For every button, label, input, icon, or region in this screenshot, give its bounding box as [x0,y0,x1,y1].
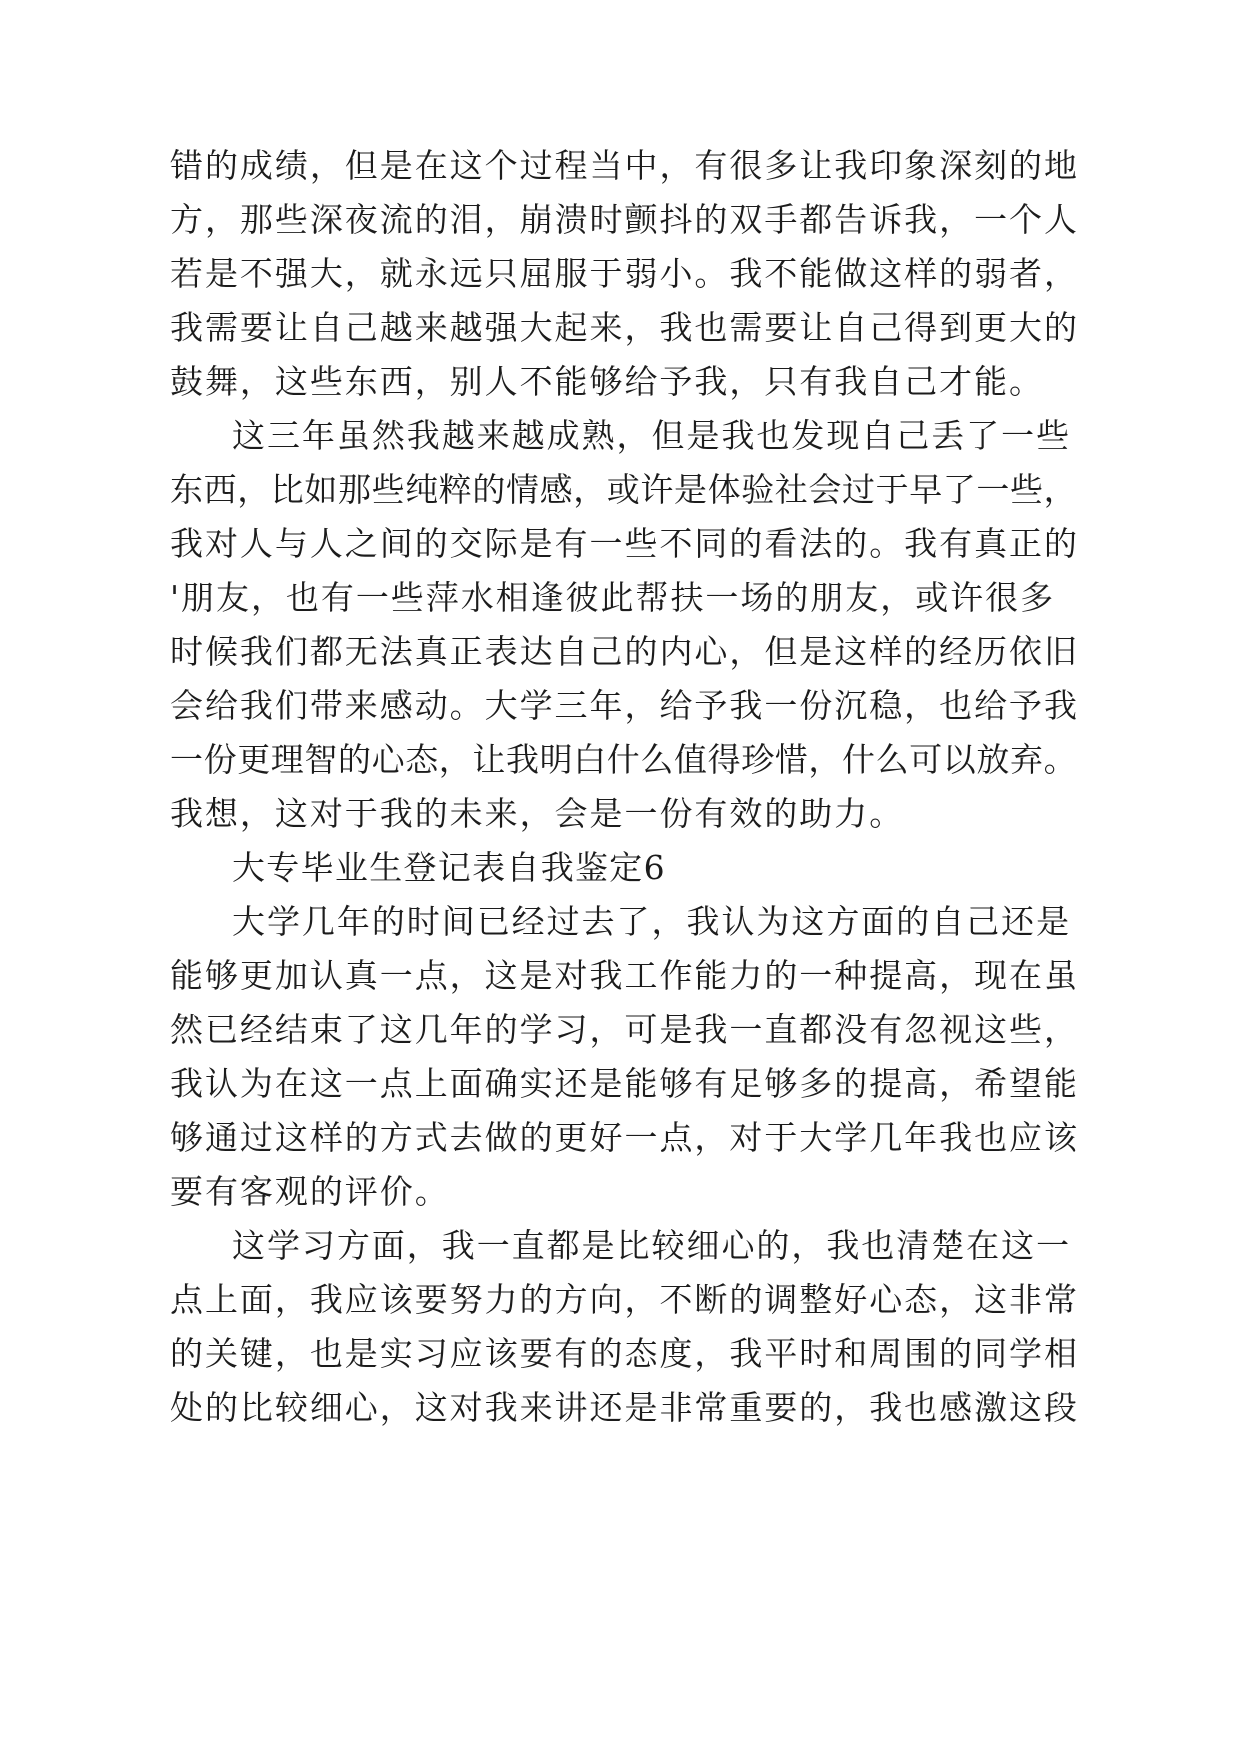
text-line [0,514,1241,574]
text-line [0,1378,1241,1438]
paragraph-first-line [0,892,1241,952]
text-line [0,730,1241,790]
text-line [0,676,1241,736]
text-line [0,190,1241,250]
text-line-content: 鼓舞，这些东西，别人不能够给予我，只有我自己才能。 [170,362,1044,401]
text-line [0,1108,1241,1168]
text-line-content: 点上面，我应该要努力的方向，不断的调整好心态，这非常 [170,1280,1079,1319]
text-line [0,460,1241,520]
paragraph-first-line [0,406,1241,466]
paragraph-first-line [0,1216,1241,1276]
text-line-content: 会给我们带来感动。大学三年，给予我一份沉稳，也给予我 [170,686,1079,725]
text-line-content: 我想，这对于我的未来，会是一份有效的助力。 [170,794,905,833]
text-line-content: '朋友，也有一些萍水相逢彼此帮扶一场的朋友，或许很多 [170,578,1056,617]
text-line-content: 能够更加认真一点，这是对我工作能力的一种提高，现在虽 [170,956,1079,995]
text-line [0,298,1241,358]
text-line [0,136,1241,196]
text-line-content: 若是不强大，就永远只屈服于弱小。我不能做这样的弱者， [170,254,1079,293]
text-line-content: 我需要让自己越来越强大起来，我也需要让自己得到更大的 [170,308,1079,347]
text-line [0,622,1241,682]
section-heading-text: 大专毕业生登记表自我鉴定6 [232,848,666,887]
text-line-content: 方，那些深夜流的泪，崩溃时颤抖的双手都告诉我，一个人 [170,200,1079,239]
text-line-content: 我对人与人之间的交际是有一些不同的看法的。我有真正的 [170,524,1079,563]
text-line-content: 东西，比如那些纯粹的情感，或许是体验社会过于早了一些， [170,470,1078,509]
text-line [0,946,1241,1006]
text-line [0,352,1241,412]
text-line [0,1054,1241,1114]
text-line-content: 要有客观的评价。 [170,1172,450,1211]
text-line-content: 这学习方面，我一直都是比较细心的，我也清楚在这一 [232,1226,1072,1265]
text-line-content: 这三年虽然我越来越成熟，但是我也发现自己丢了一些 [232,416,1072,455]
text-line [0,1270,1241,1330]
text-line-content: 时候我们都无法真正表达自己的内心，但是这样的经历依旧 [170,632,1079,671]
text-line-content: 大学几年的时间已经过去了，我认为这方面的自己还是 [232,902,1072,941]
text-line [0,1162,1241,1222]
section-heading [0,838,1241,898]
text-line [0,784,1241,844]
text-line-content: 一份更理智的心态，让我明白什么值得珍惜，什么可以放弃。 [170,740,1078,779]
text-line-content: 我认为在这一点上面确实还是能够有足够多的提高，希望能 [170,1064,1079,1103]
text-line-content: 处的比较细心，这对我来讲还是非常重要的，我也感激这段 [170,1388,1079,1427]
text-line [0,1000,1241,1060]
text-line-content: 的关键，也是实习应该要有的态度，我平时和周围的同学相 [170,1334,1079,1373]
text-line-content: 然已经结束了这几年的学习，可是我一直都没有忽视这些， [170,1010,1079,1049]
text-line-content: 错的成绩，但是在这个过程当中，有很多让我印象深刻的地 [170,146,1079,185]
text-line [0,1324,1241,1384]
text-line [0,244,1241,304]
text-line [0,568,1241,628]
text-line-content: 够通过这样的方式去做的更好一点，对于大学几年我也应该 [170,1118,1079,1157]
